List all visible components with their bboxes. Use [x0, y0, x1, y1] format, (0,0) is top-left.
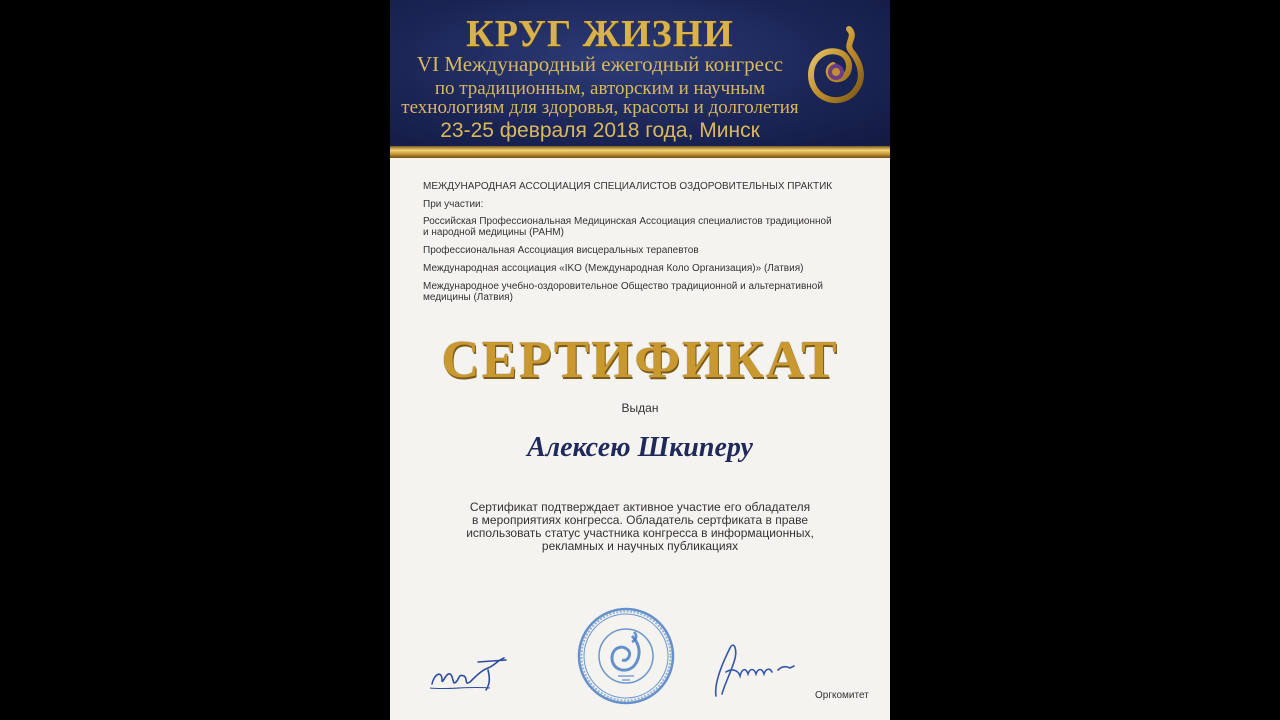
organizer-visceral: Профессиональная Ассоциация висцеральных терапевтов — [423, 245, 699, 256]
congress-topic-line-2: технологиям для здоровья, красоты и долголетия — [401, 97, 799, 118]
orgcommittee-label: Оргкомитет — [815, 690, 869, 701]
certificate-body — [450, 501, 830, 553]
organizer-latvia-line-2: медицины (Латвия) — [423, 292, 513, 303]
congress-date-place: 23-25 февраля 2018 года, Минск — [440, 119, 760, 142]
organizer-ranm-line-1: Российская Профессиональная Медицинская Ассоциация специалистов традиционной — [423, 216, 832, 227]
recipient-name: Алексею Шкиперу — [527, 432, 753, 463]
main-organizer: МЕЖДУНАРОДНАЯ АССОЦИАЦИЯ СПЕЦИАЛИСТОВ ОЗДОРОВИТЕЛЬНЫХ ПРАКТИК — [423, 181, 833, 192]
organizer-latvia-line-1: Международное учебно-оздоровительное Общество традиционной и альтернативной — [423, 281, 823, 292]
participation-label: При участии: — [423, 199, 484, 210]
body-line-1: Сертификат подтверждает активное участие его обладателя — [469, 500, 811, 514]
signature-left — [428, 652, 514, 694]
organizer-ranm-line-2: и народной медицины (РАНМ) — [423, 227, 564, 238]
header-gold-bar — [390, 146, 890, 158]
body-line-2: в мероприятиях конгресса. Обладатель сертфиката в праве — [471, 513, 809, 527]
certificate-title: СЕРТИФИКАТ — [441, 331, 839, 389]
congress-logo-icon — [805, 25, 871, 105]
stamp-seal-icon — [576, 606, 676, 706]
congress-topic-line-1: по традиционным, авторским и научным — [434, 78, 766, 99]
signature-right — [708, 638, 798, 700]
body-line-4: рекламных и научных публикациях — [541, 539, 739, 553]
certificate-document — [390, 0, 890, 720]
congress-header — [390, 0, 890, 150]
body-line-3: использовать статус участника конгресса в информационных, — [466, 526, 814, 540]
congress-subtitle: VI Международный ежегодный конгресс — [416, 52, 784, 76]
organizer-latvia-society — [423, 281, 863, 303]
issued-label: Выдан — [621, 401, 659, 415]
congress-title: КРУГ ЖИЗНИ — [466, 13, 734, 55]
organizer-ranm — [423, 216, 863, 238]
organizer-iko: Международная ассоциация «IKO (Международная Коло Организация)» (Латвия) — [423, 263, 804, 274]
